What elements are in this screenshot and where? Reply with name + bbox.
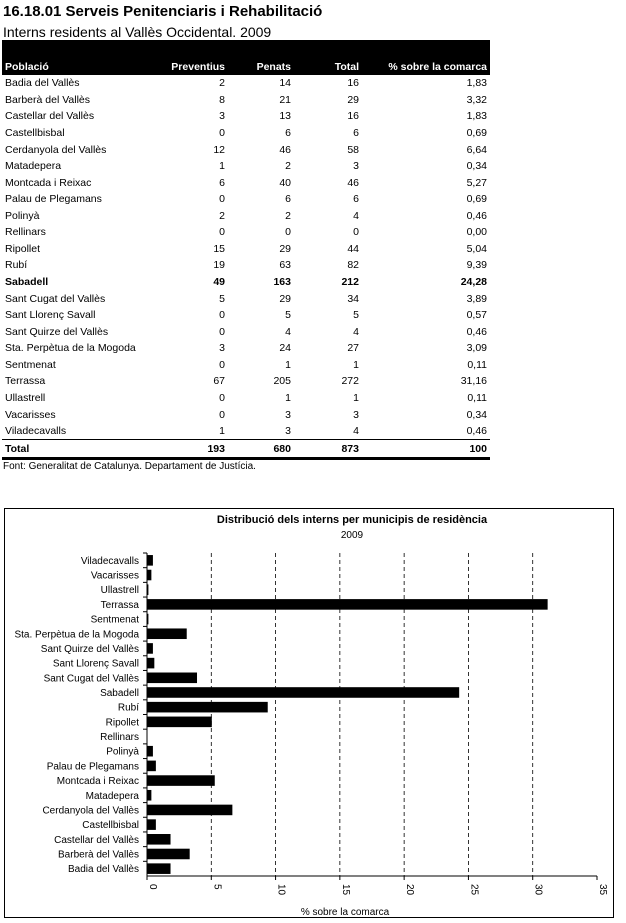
table-cell: 6 bbox=[285, 193, 291, 206]
table-cell: 6 bbox=[353, 193, 359, 206]
total-cell: 193 bbox=[162, 440, 228, 459]
category-label: Ullastrell bbox=[100, 585, 139, 597]
category-label: Montcada i Reixac bbox=[56, 776, 139, 788]
table-cell: 34 bbox=[347, 292, 359, 305]
table-cell: 272 bbox=[341, 375, 359, 388]
table-cell: 82 bbox=[347, 259, 359, 272]
category-label: Barberà del Vallès bbox=[58, 849, 139, 861]
table-cell: 5,27 bbox=[466, 176, 487, 189]
table-cell: 14 bbox=[279, 77, 291, 90]
table-row bbox=[2, 141, 490, 158]
table-row bbox=[2, 125, 490, 142]
table-cell: Palau de Plegamans bbox=[5, 193, 102, 206]
table-row bbox=[2, 290, 490, 307]
table-cell: 6 bbox=[285, 126, 291, 139]
table-cell: Sabadell bbox=[5, 276, 49, 289]
bar bbox=[147, 761, 156, 772]
table-row bbox=[2, 323, 490, 340]
category-label: Rellinars bbox=[100, 732, 139, 744]
table-cell: Badia del Vallès bbox=[5, 77, 80, 90]
bar bbox=[147, 599, 548, 610]
chart-title: Distribució dels interns per municipis de residència bbox=[216, 514, 488, 526]
bar bbox=[147, 555, 153, 566]
table-cell: 212 bbox=[341, 276, 359, 289]
table-cell: Sta. Perpètua de la Mogoda bbox=[5, 342, 136, 355]
table-cell: 5,04 bbox=[466, 242, 487, 255]
table-row bbox=[2, 158, 490, 175]
table-cell: 46 bbox=[347, 176, 359, 189]
table-cell: 46 bbox=[279, 143, 291, 156]
table-cell: 16 bbox=[347, 77, 359, 90]
bar bbox=[147, 570, 151, 581]
table-cell: 0,00 bbox=[466, 226, 487, 239]
table-cell: Rellinars bbox=[5, 226, 46, 239]
table-cell: 15 bbox=[213, 242, 225, 255]
table-cell: Cerdanyola del Vallès bbox=[5, 143, 107, 156]
bar bbox=[147, 834, 171, 845]
table-cell: 31,16 bbox=[460, 375, 487, 388]
table-cell: 3 bbox=[285, 408, 291, 421]
table-cell: 4 bbox=[353, 209, 359, 222]
table-cell: 4 bbox=[285, 325, 291, 338]
bar bbox=[147, 673, 197, 684]
x-axis-label: % sobre la comarca bbox=[300, 907, 390, 917]
table-cell: 27 bbox=[347, 342, 359, 355]
table-cell: Castellar del Vallès bbox=[5, 110, 95, 123]
column-header: Penats bbox=[228, 40, 294, 75]
table-cell: 1,83 bbox=[466, 110, 487, 123]
table-cell: 21 bbox=[279, 93, 291, 106]
column-header: Preventius bbox=[162, 40, 228, 75]
table-cell: 3 bbox=[285, 425, 291, 438]
table-row bbox=[2, 390, 490, 407]
table-cell: 0 bbox=[219, 408, 225, 421]
table-cell: Sant Cugat del Vallès bbox=[5, 292, 106, 305]
x-tick-label: 25 bbox=[468, 884, 480, 896]
table-cell: 24 bbox=[279, 342, 291, 355]
table-cell: Terrassa bbox=[5, 375, 46, 388]
table-row bbox=[2, 191, 490, 208]
table-cell: 1 bbox=[219, 425, 225, 438]
category-label: Sant Llorenç Savall bbox=[52, 658, 139, 670]
table-cell: 205 bbox=[273, 375, 291, 388]
table-cell: 29 bbox=[347, 93, 359, 106]
table-row bbox=[2, 423, 490, 440]
table-cell: 6 bbox=[219, 176, 225, 189]
table-row bbox=[2, 340, 490, 357]
table-cell: 0,69 bbox=[466, 193, 487, 206]
table-cell: 63 bbox=[279, 259, 291, 272]
table-cell: 29 bbox=[279, 292, 291, 305]
table-cell: 2 bbox=[285, 209, 291, 222]
table-cell: 1 bbox=[353, 358, 359, 371]
table-cell: 9,39 bbox=[466, 259, 487, 272]
table-cell: 1 bbox=[219, 160, 225, 173]
residents-table bbox=[2, 40, 490, 460]
category-label: Sabadell bbox=[100, 687, 139, 699]
table-cell: 0,11 bbox=[467, 358, 487, 371]
total-cell: 680 bbox=[228, 440, 294, 459]
table-row bbox=[2, 274, 490, 291]
category-label: Ripollet bbox=[105, 717, 139, 729]
table-cell: 0 bbox=[219, 126, 225, 139]
table-row bbox=[2, 357, 490, 374]
table-cell: 6 bbox=[353, 126, 359, 139]
category-label: Sta. Perpètua de la Mogoda bbox=[14, 629, 139, 641]
table-cell: 1 bbox=[353, 391, 359, 404]
table-cell: 0,46 bbox=[466, 425, 487, 438]
table-cell: 67 bbox=[213, 375, 225, 388]
x-tick-label: 15 bbox=[339, 884, 351, 896]
table-cell: 3,32 bbox=[466, 93, 487, 106]
table-row bbox=[2, 373, 490, 390]
table-cell: 29 bbox=[279, 242, 291, 255]
chart-frame bbox=[4, 508, 614, 918]
column-header: Total bbox=[294, 40, 362, 75]
x-tick-label: 20 bbox=[404, 884, 416, 896]
table-cell: 24,28 bbox=[460, 276, 487, 289]
table-cell: 19 bbox=[213, 259, 225, 272]
category-label: Castellbisbal bbox=[82, 820, 139, 832]
category-label: Sant Quirze del Vallès bbox=[40, 643, 139, 655]
table-cell: Ullastrell bbox=[5, 391, 46, 404]
table-cell: 16 bbox=[347, 110, 359, 123]
table-cell: 3 bbox=[353, 160, 359, 173]
table-cell: 49 bbox=[213, 276, 225, 289]
table-cell: Vacarisses bbox=[5, 408, 56, 421]
category-label: Cerdanyola del Vallès bbox=[42, 805, 139, 817]
table-cell: 5 bbox=[353, 309, 359, 322]
table-cell: 3 bbox=[219, 110, 225, 123]
table-row bbox=[2, 75, 490, 92]
table-cell: 0,57 bbox=[466, 309, 487, 322]
table-row bbox=[2, 307, 490, 324]
table-cell: 0 bbox=[219, 358, 225, 371]
table-cell: 5 bbox=[219, 292, 225, 305]
table-cell: 0 bbox=[219, 226, 225, 239]
page-title: 16.18.01 Serveis Penitenciaris i Rehabilitació bbox=[3, 3, 323, 20]
table-cell: 44 bbox=[347, 242, 359, 255]
table-cell: Polinyà bbox=[5, 209, 40, 222]
table-cell: 0 bbox=[285, 226, 291, 239]
table-cell: 6,64 bbox=[466, 143, 487, 156]
category-label: Viladecavalls bbox=[80, 555, 139, 567]
bar bbox=[147, 790, 151, 801]
table-header-row bbox=[2, 40, 490, 75]
table-cell: Viladecavalls bbox=[5, 425, 67, 438]
total-cell: 100 bbox=[362, 440, 490, 459]
bar bbox=[147, 702, 268, 713]
table-cell: 163 bbox=[273, 276, 291, 289]
table-cell: 0,34 bbox=[466, 408, 487, 421]
table-cell: 0 bbox=[219, 391, 225, 404]
table-row bbox=[2, 108, 490, 125]
bar bbox=[147, 849, 190, 860]
bar bbox=[147, 805, 232, 816]
table-cell: 0 bbox=[219, 325, 225, 338]
table-cell: 2 bbox=[285, 160, 291, 173]
table-cell: 3,89 bbox=[466, 292, 487, 305]
table-cell: Barberà del Vallès bbox=[5, 93, 91, 106]
table-cell: Rubí bbox=[5, 259, 28, 272]
table-cell: 40 bbox=[279, 176, 291, 189]
table-cell: 3 bbox=[353, 408, 359, 421]
category-label: Rubí bbox=[117, 702, 139, 714]
bar bbox=[147, 819, 156, 830]
category-label: Sentmenat bbox=[90, 614, 139, 626]
table-cell: 1,83 bbox=[466, 77, 487, 90]
source-note: Font: Generalitat de Catalunya. Departament de Justícia. bbox=[3, 461, 256, 472]
table-cell: 0 bbox=[219, 193, 225, 206]
table-cell: 4 bbox=[353, 425, 359, 438]
table-row bbox=[2, 174, 490, 191]
table-cell: 2 bbox=[219, 209, 225, 222]
page-subtitle: Interns residents al Vallès Occidental. 2009 bbox=[3, 24, 272, 40]
table-cell: Matadepera bbox=[5, 160, 62, 173]
bar bbox=[147, 658, 154, 669]
table-total-row bbox=[2, 440, 490, 459]
table-cell: 2 bbox=[219, 77, 225, 90]
table-cell: 0,46 bbox=[466, 209, 487, 222]
table-cell: Sant Llorenç Savall bbox=[5, 309, 96, 322]
table-row bbox=[2, 257, 490, 274]
x-tick-label: 35 bbox=[597, 884, 608, 896]
bar bbox=[147, 687, 459, 698]
table-cell: Montcada i Reixac bbox=[5, 176, 92, 189]
x-tick-label: 10 bbox=[275, 884, 287, 896]
x-tick-label: 30 bbox=[532, 884, 544, 896]
bar bbox=[147, 643, 153, 654]
category-label: Vacarisses bbox=[90, 570, 139, 582]
bar bbox=[147, 717, 212, 728]
table-cell: 12 bbox=[213, 143, 225, 156]
table-cell: 58 bbox=[347, 143, 359, 156]
bar-chart bbox=[5, 509, 613, 917]
table-cell: 0 bbox=[353, 226, 359, 239]
table-cell: 4 bbox=[353, 325, 359, 338]
table-cell: 1 bbox=[285, 358, 291, 371]
category-label: Badia del Vallès bbox=[68, 864, 139, 876]
table-cell: 0,46 bbox=[466, 325, 487, 338]
table-row bbox=[2, 241, 490, 258]
table-cell: 0,34 bbox=[466, 160, 487, 173]
category-label: Castellar del Vallès bbox=[54, 834, 139, 846]
bar bbox=[147, 863, 171, 874]
table-cell: 5 bbox=[285, 309, 291, 322]
bar bbox=[147, 628, 187, 639]
category-label: Palau de Plegamans bbox=[46, 761, 139, 773]
table-row bbox=[2, 92, 490, 109]
table-cell: Ripollet bbox=[5, 242, 41, 255]
column-header: Població bbox=[2, 40, 162, 75]
bar bbox=[147, 746, 153, 757]
category-label: Polinyà bbox=[106, 746, 139, 758]
total-cell: Total bbox=[2, 440, 162, 459]
category-label: Terrassa bbox=[100, 599, 139, 611]
chart-subtitle: 2009 bbox=[340, 530, 364, 541]
table-row bbox=[2, 224, 490, 241]
table-cell: 0 bbox=[219, 309, 225, 322]
table-cell: 1 bbox=[285, 391, 291, 404]
table-body bbox=[2, 75, 490, 458]
table-cell: 3 bbox=[219, 342, 225, 355]
bar bbox=[147, 775, 215, 786]
table-cell: Castellbisbal bbox=[5, 126, 65, 139]
table-cell: 8 bbox=[219, 93, 225, 106]
total-cell: 873 bbox=[294, 440, 362, 459]
table-cell: 0,11 bbox=[467, 391, 487, 404]
column-header: % sobre la comarca bbox=[362, 40, 490, 75]
x-tick-label: 5 bbox=[211, 884, 223, 890]
table-row bbox=[2, 406, 490, 423]
table-cell: 13 bbox=[279, 110, 291, 123]
table-cell: 0,69 bbox=[466, 126, 487, 139]
category-label: Sant Cugat del Vallès bbox=[43, 673, 139, 685]
table-cell: Sentmenat bbox=[5, 358, 56, 371]
category-label: Matadepera bbox=[85, 790, 139, 802]
table-cell: 3,09 bbox=[466, 342, 487, 355]
table-row bbox=[2, 208, 490, 225]
x-tick-label: 0 bbox=[147, 884, 158, 890]
table-cell: Sant Quirze del Vallès bbox=[5, 325, 109, 338]
